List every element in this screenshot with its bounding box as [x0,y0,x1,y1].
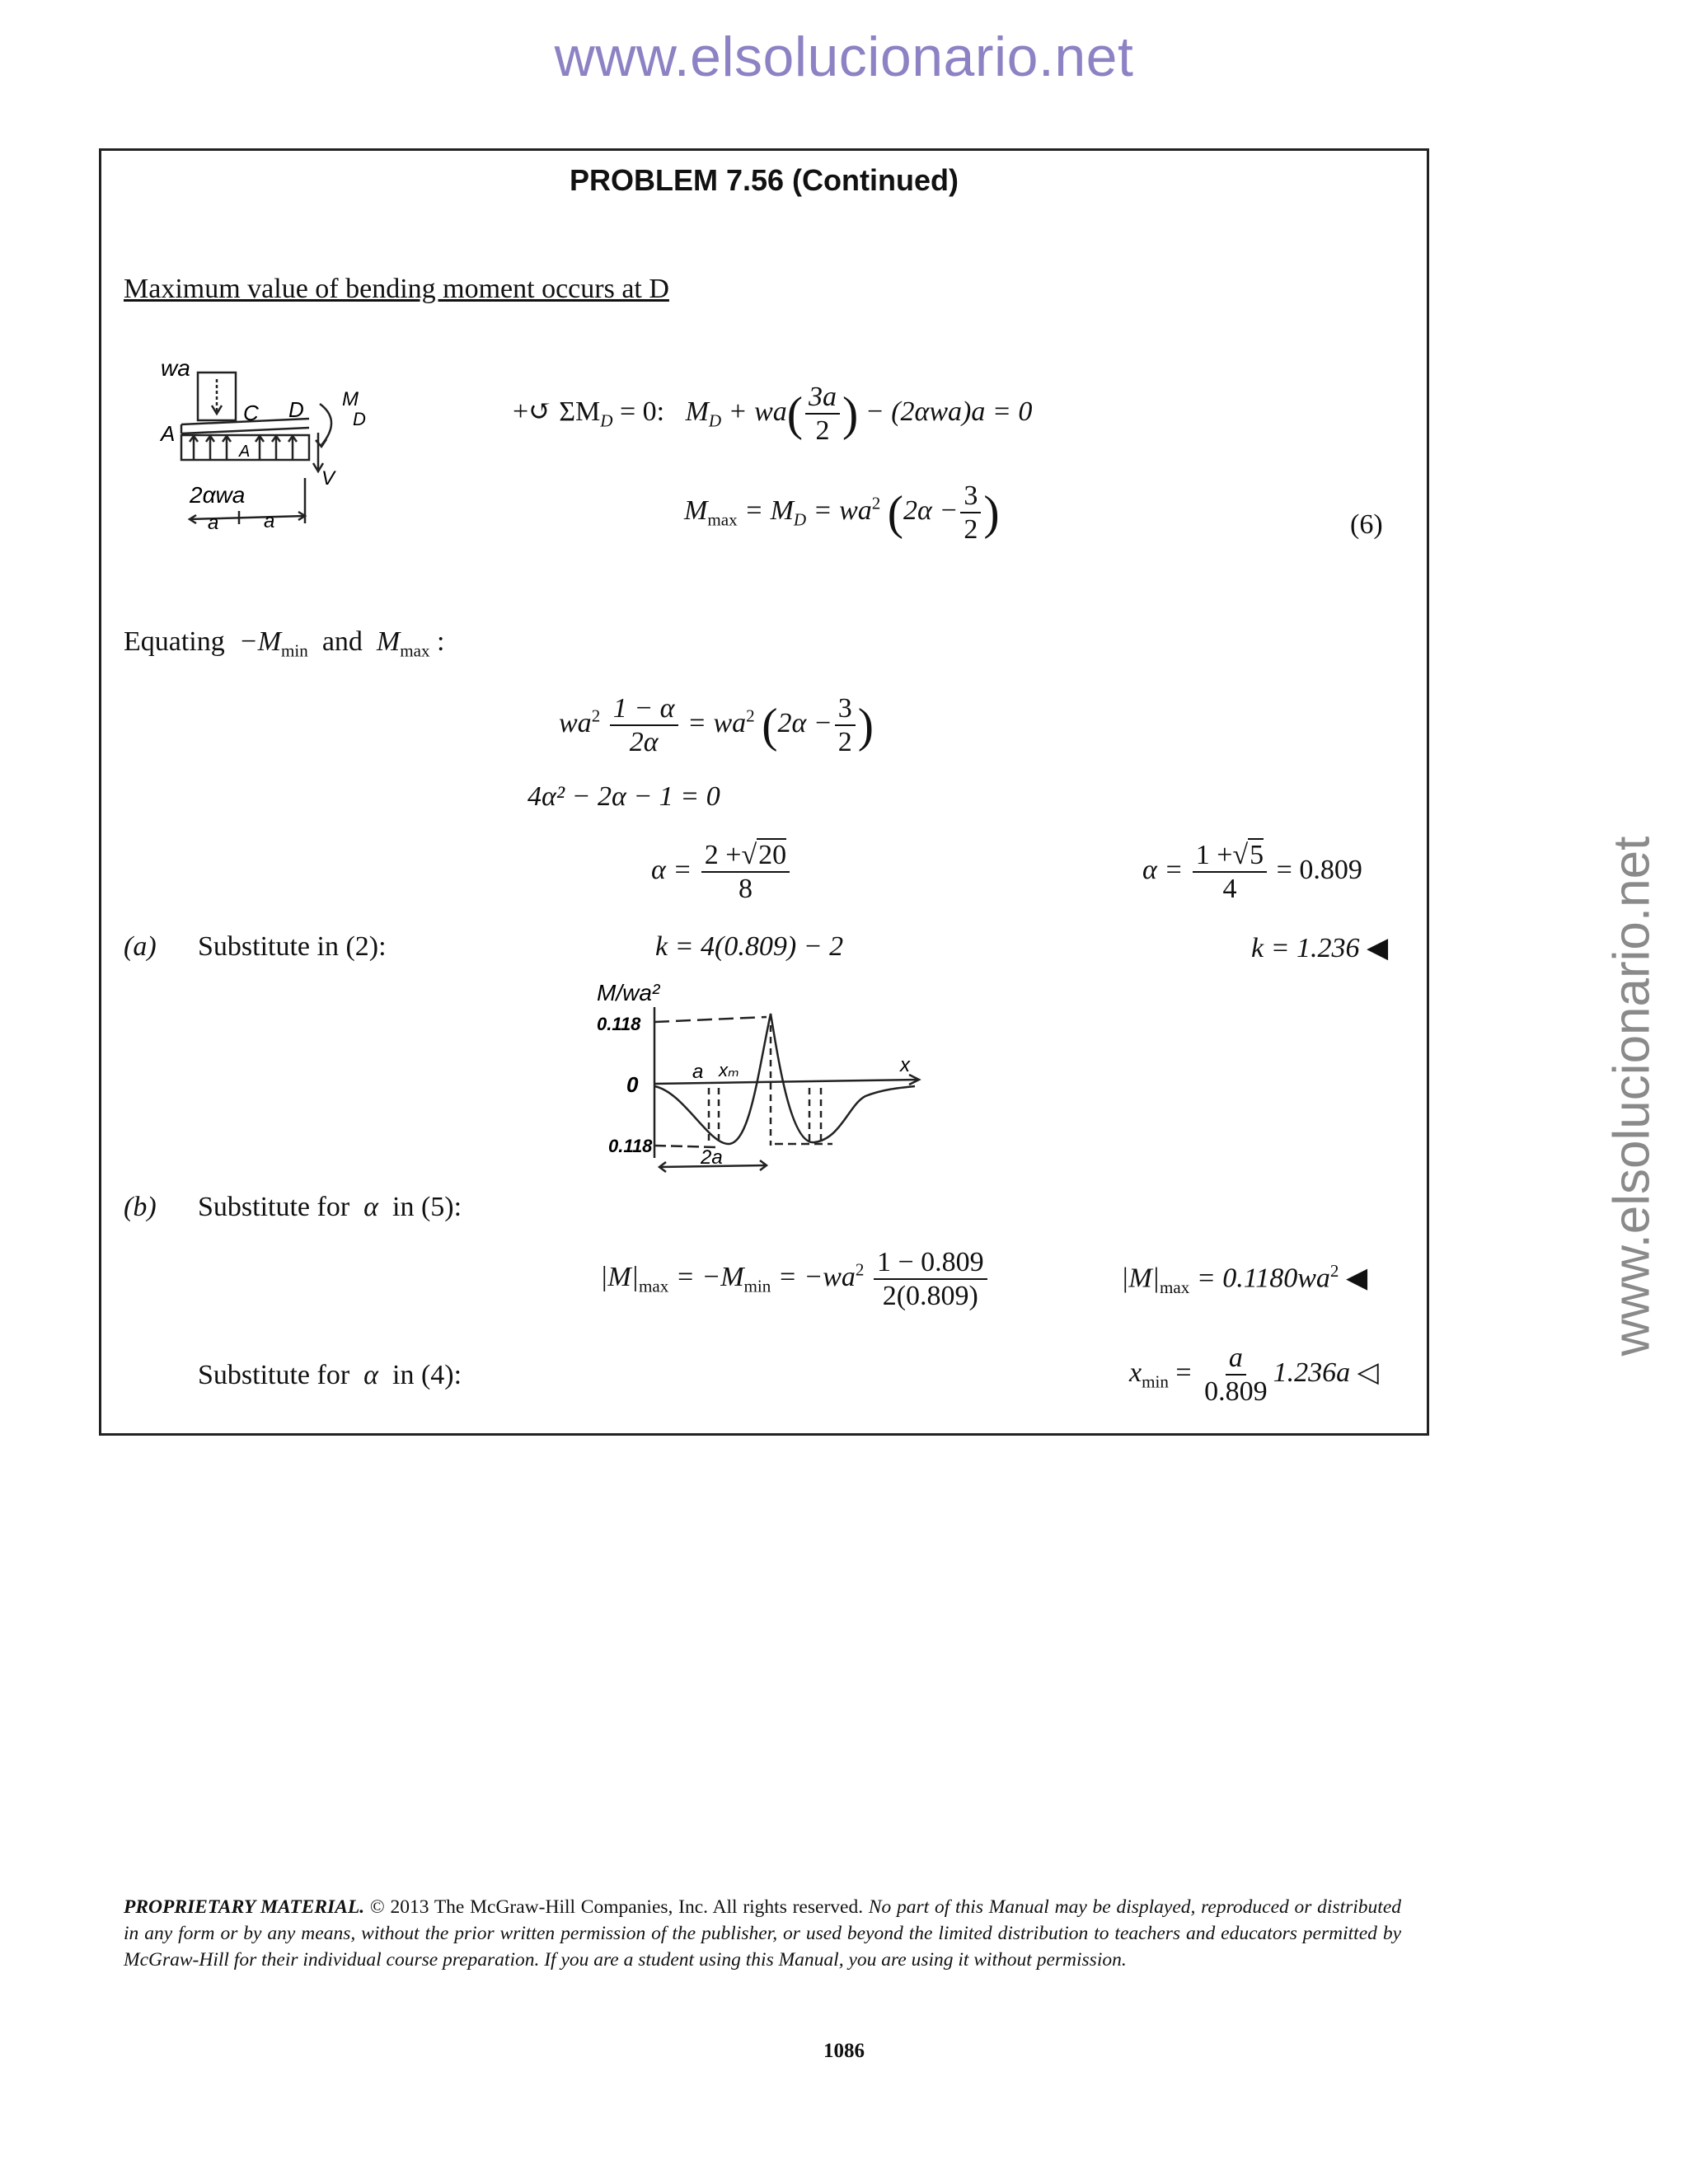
mmax-wa: = wa [813,494,872,526]
c-lhs-sub: min [1142,1371,1169,1392]
part-a-eq-text: k = 4(0.809) − 2 [655,931,844,962]
fbd-center-label: A [239,443,251,461]
fbd-dim2-label: a [264,510,275,532]
equating-max: max [400,640,430,661]
graph-span-label: 2a [701,1146,723,1169]
mmax-inner: 2α − [903,494,959,526]
frac-num: a [1228,1343,1243,1373]
equating-and: and [321,626,363,657]
equating-colon: : [437,626,445,657]
sigma-m-sub: D [600,410,613,431]
graph-zero: 0 [626,1072,639,1097]
frac-den: 0.809 [1204,1376,1268,1408]
equating-minus-m: −M [238,626,282,657]
mmax-md-sub: D [793,509,807,530]
equating-m: M [376,626,401,657]
footer-notice [124,1894,1401,1973]
alpha-lhs: α = [651,854,692,885]
fbd-dim1-label: a [208,512,219,534]
graph-x-label: x [900,1054,910,1076]
quadratic-equation [528,781,720,813]
frac-3-2 [960,480,981,546]
part-c-pre: Substitute for [198,1360,350,1390]
frac-num: 3 [960,480,981,513]
eq-wa: wa [559,707,592,738]
frac-num: 3a [809,382,837,412]
eq-inner: 2α − [777,707,832,738]
part-b-post: in (5): [392,1192,462,1222]
moment-equation [513,381,1032,447]
b-mid-sub: min [743,1276,771,1296]
equating-min: min [281,640,308,661]
equation-number-6: (6) [1350,509,1383,540]
fbd-load-label: wa [161,355,190,381]
ccw-sign: + [513,396,529,427]
answer-marker-icon: ◀ [1345,1263,1368,1294]
section-heading: Maximum value of bending moment occurs at D [124,274,669,304]
frac-c [1201,1342,1271,1408]
quadratic-text: 4α² − 2α − 1 = 0 [528,781,720,812]
graph-ylabel: M/wa² [597,981,660,1005]
graph-top-value: 0.118 [597,1014,641,1034]
ccw-arrow-icon: ↺ [528,396,552,427]
equating-line [124,626,445,661]
alpha-den: 8 [738,874,753,905]
alpha-num-a: 2 + [704,840,742,870]
frac-b [874,1246,987,1312]
page-number: 1086 [823,2040,865,2062]
part-c-answer [1129,1342,1379,1408]
part-a-label-text: (a) [124,931,157,962]
part-b-text [198,1192,462,1223]
frac-den: 2 [815,415,830,447]
alpha-equation-2 [1142,839,1362,905]
part-a-answer-text: k = 1.236 [1251,933,1360,963]
frac-num: 1 − 0.809 [874,1246,987,1280]
part-c-text [198,1360,462,1391]
frac-den: 2 [837,727,852,758]
footer-italic: No part of this Manual may be displayed, reproduced or distributed in any form or by any means, without the prior written permission of the publisher, or used beyond the limited distribution to teachers and educators permitted by McGraw-Hill for their individual course preparation. If you are a student using this Manual, you are using it without permission. [124,1896,1402,1971]
c-rhs: 1.236a [1273,1357,1351,1388]
paren-close: ) [983,485,1000,540]
content-frame [99,148,1429,1436]
frac-alpha-1: $\frac{2 +√20}{8}$ [701,839,790,905]
alpha2-den: 4 [1222,874,1237,905]
md-term-sub: D [708,410,722,431]
fbd-reaction-label: 2αwa [190,482,246,508]
part-a-text: Substitute in (2): [198,931,387,962]
frac-alpha-2: $\frac{1 +√5}{4}$ [1193,839,1267,905]
mmax-m: M [684,494,708,526]
rest-term: − (2αwa)a = 0 [865,396,1033,427]
footer-bold: PROPRIETARY MATERIAL. [124,1896,365,1918]
paren-open: ( [887,485,904,540]
part-b-label [124,1192,157,1223]
paren-close: ) [857,698,874,752]
c-eq: = [1175,1357,1192,1388]
b-lhs: |M| [600,1261,640,1292]
b-sup: 2 [855,1259,865,1280]
equating-text: Equating [124,626,225,657]
frac-1-alpha [610,692,678,758]
part-b-alpha: α [363,1192,379,1222]
alpha2-root: 5 [1250,840,1264,870]
frac-num: 3 [835,692,856,726]
paren-open: ( [786,387,804,441]
part-c-alpha: α [363,1360,379,1390]
fbd-moment-label: M [342,388,359,410]
paren-open: ( [762,698,778,752]
frac-den: 2α [629,727,659,758]
eq-zero: = 0: [619,396,665,427]
b-ans-sup: 2 [1329,1261,1339,1281]
mmax-eq-md: = M [744,494,794,526]
fbd-A-label: A [161,421,176,446]
wa-term: + wa [728,396,787,427]
alpha2-num-a: 1 + [1195,840,1233,870]
b-lhs-sub: max [639,1276,669,1296]
md-term: M [685,396,709,427]
alpha-root: 20 [758,840,787,870]
b-ans-lhs: |M| [1121,1263,1160,1294]
part-a-equation [655,931,843,963]
alpha2-lhs: α = [1142,854,1184,885]
frac-3-2b [835,692,856,758]
sigma-m: ΣM [559,396,601,427]
graph-bottom-value: 0.118 [608,1136,653,1156]
part-a-label [124,931,157,963]
eq-sup2: 2 [746,705,755,726]
graph-a-label: a [692,1061,704,1083]
part-b-answer [1121,1261,1367,1298]
frac-3a-2 [805,381,840,447]
fbd-moment-sub: D [353,409,366,429]
frac-num: 1 − α [612,693,675,724]
eq-sup: 2 [591,705,601,726]
c-lhs: x [1129,1357,1142,1388]
fbd-shear-label: V [321,467,335,490]
free-body-diagram [157,354,396,544]
part-a-answer [1251,931,1388,964]
moment-diagram-sketch [593,981,931,1179]
hollow-marker-icon: ◁ [1357,1357,1379,1388]
b-ans-sub: max [1160,1277,1190,1298]
part-b-equation [600,1246,990,1312]
b-mid: = −M [675,1261,744,1292]
equate-equation [559,692,874,758]
frac-den: 2(0.809) [882,1281,978,1312]
mmax-sub: max [707,509,738,530]
eq-rhs-wa: = wa [687,707,747,738]
watermark-top: www.elsolucionario.net [554,26,1134,88]
footer-normal: © 2013 The McGraw-Hill Companies, Inc. All rights reserved. [364,1896,869,1918]
paren-close: ) [842,387,859,441]
mmax-sup: 2 [871,493,881,513]
fbd-D-label: D [288,397,304,422]
alpha2-result: = 0.809 [1276,854,1362,885]
frac-den: 2 [964,514,978,546]
part-b-label-text: (b) [124,1192,157,1222]
part-b-pre: Substitute for [198,1192,350,1222]
b-ans-rhs: = 0.1180wa [1196,1263,1330,1294]
page-title: PROBLEM 7.56 (Continued) [569,163,959,197]
answer-marker-icon: ◀ [1367,933,1389,963]
b-rhs: = −wa [777,1261,856,1292]
part-c-post: in (4): [392,1360,462,1390]
graph-xm-label: xₘ [719,1060,739,1080]
alpha-equation-1 [651,839,792,905]
mmax-equation [684,480,1000,546]
fbd-C-label: C [243,401,259,425]
watermark-side: www.elsolucionario.net [1603,836,1661,1357]
